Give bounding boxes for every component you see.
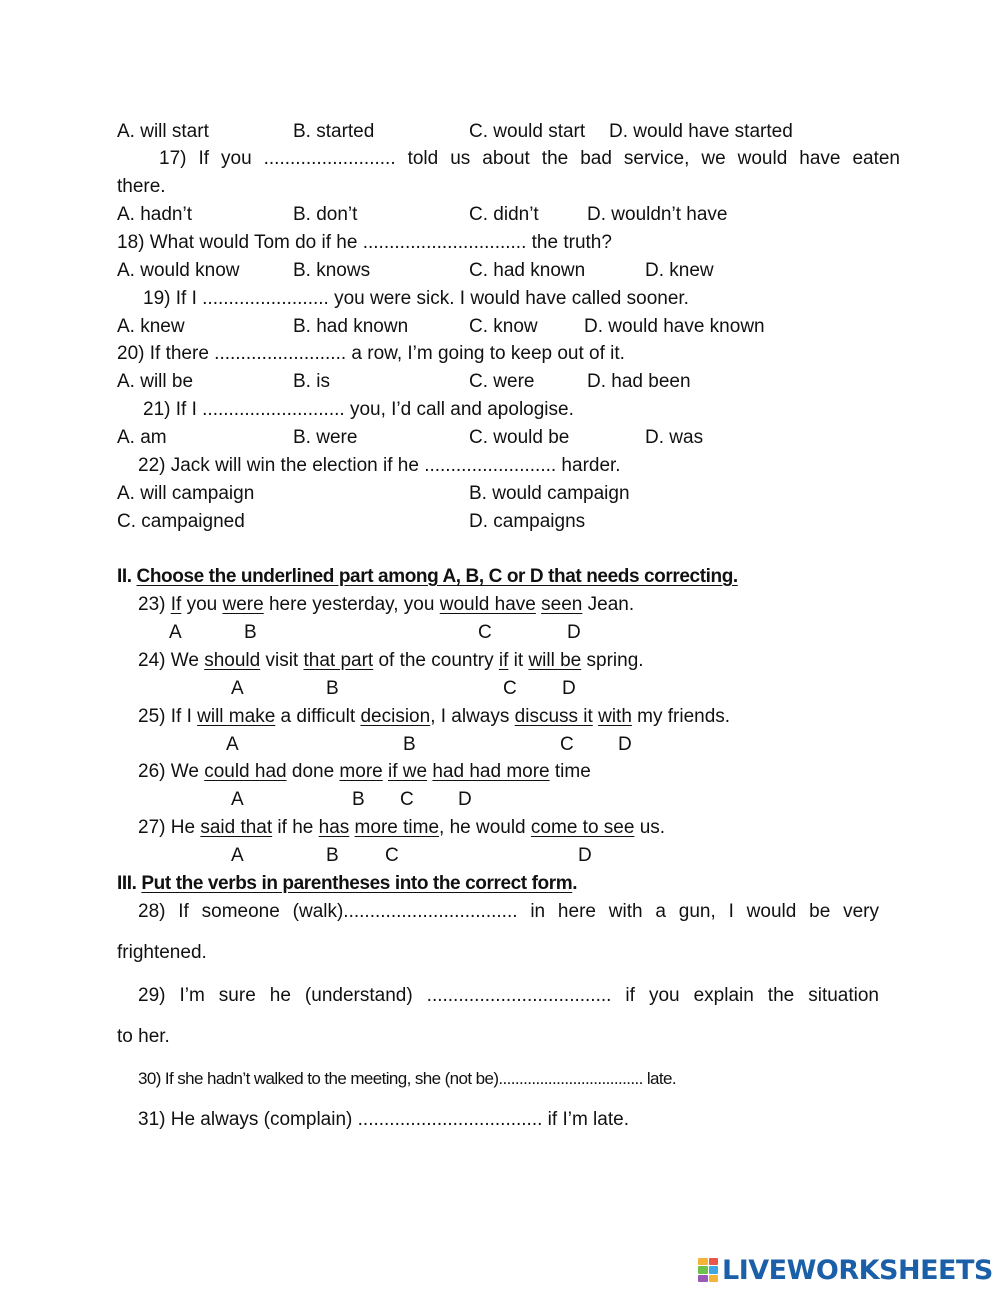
q20-option-b: B. is: [293, 371, 330, 392]
q24-number: 24) We: [138, 650, 205, 671]
q23-label-a: A: [169, 622, 182, 643]
q27-part-c: more time: [354, 817, 440, 838]
section-3-period: .: [572, 873, 578, 894]
q25-label-a: A: [226, 734, 239, 755]
section-2-heading: [117, 566, 738, 588]
q19-option-a: A. knew: [117, 316, 185, 337]
q18-option-c: C. had known: [469, 260, 586, 281]
q25-label-d: D: [618, 734, 632, 755]
q26-label-d: D: [458, 789, 472, 810]
q23-part-d: seen: [541, 594, 583, 615]
q22-option-b: B. would campaign: [469, 483, 630, 504]
q19-question: 19) If I ........................ you were sick. I would have called sooner.: [143, 288, 689, 309]
section-3-title: Put the verbs in parentheses into the correct form: [141, 873, 573, 894]
q24-sentence: [138, 650, 644, 672]
q19-option-d: D. would have known: [584, 316, 765, 337]
q26-number: 26) We: [138, 761, 205, 782]
q24-text: it: [508, 650, 529, 671]
q23-label-d: D: [567, 622, 581, 643]
liveworksheets-logo: [698, 1255, 993, 1285]
q29-question: 29) I’m sure he (understand) ................................... if you explain the situation: [138, 985, 879, 1006]
q23-text: you: [181, 594, 223, 615]
liveworksheets-logo-text: LIVEWORKSHEETS: [722, 1254, 993, 1286]
q27-label-d: D: [578, 845, 592, 866]
q25-part-b: decision: [360, 706, 431, 727]
q17-question: 17) If you ......................... told us about the bad service, we would have eaten: [159, 148, 900, 169]
q28-question: 28) If someone (walk)................................. in here with a gun, I would be very: [138, 901, 879, 922]
q24-label-d: D: [562, 678, 576, 699]
q17-option-d: D. wouldn’t have: [587, 204, 728, 225]
q16-option-d: D. would have started: [609, 121, 793, 142]
q27-label-b: B: [326, 845, 339, 866]
q23-label-b: B: [244, 622, 257, 643]
q23-label-c: C: [478, 622, 492, 643]
q20-option-a: A. will be: [117, 371, 194, 392]
q18-option-b: B. knows: [293, 260, 371, 281]
section-3-heading: [117, 873, 577, 895]
q25-part-a: will make: [197, 706, 276, 727]
q25-sentence: [138, 706, 730, 728]
q25-part-c: discuss it: [514, 706, 593, 727]
q23-part-c: would have: [439, 594, 536, 615]
q18-option-a: A. would know: [117, 260, 240, 281]
q24-text: of the country: [373, 650, 499, 671]
q23-sentence: [138, 594, 634, 616]
q27-sentence: [138, 817, 665, 839]
q27-part-d: come to see: [530, 817, 635, 838]
q24-text: visit: [260, 650, 304, 671]
q21-option-d: D. was: [645, 427, 704, 448]
q22-question: 22) Jack will win the election if he ......................... harder.: [138, 455, 621, 476]
q22-option-c: C. campaigned: [117, 511, 245, 532]
q19-option-b: B. had known: [293, 316, 409, 337]
q21-option-c: C. would be: [469, 427, 570, 448]
q22-option-a: A. will campaign: [117, 483, 255, 504]
q17-option-c: C. didn’t: [469, 204, 539, 225]
q24-text: spring.: [581, 650, 644, 671]
section-3-number: III.: [117, 873, 137, 894]
q26-text: done: [286, 761, 340, 782]
q26-label-b: B: [352, 789, 365, 810]
q26-sentence: [138, 761, 591, 783]
q20-option-d: D. had been: [587, 371, 691, 392]
q20-question: 20) If there ......................... a row, I’m going to keep out of it.: [117, 343, 625, 364]
q24-part-a: should: [204, 650, 261, 671]
q23-text: here yesterday, you: [263, 594, 440, 615]
q19-option-c: C. know: [469, 316, 538, 337]
q20-option-c: C. were: [469, 371, 535, 392]
q27-label-c: C: [385, 845, 399, 866]
q27-number: 27) He: [138, 817, 201, 838]
section-2-number: II.: [117, 566, 132, 587]
q26-part-d: had had more: [432, 761, 550, 782]
q23-number: 23): [138, 594, 166, 615]
q24-part-b: that part: [303, 650, 374, 671]
q23-text: Jean.: [582, 594, 635, 615]
q25-text: a difficult: [275, 706, 361, 727]
q21-option-b: B. were: [293, 427, 358, 448]
q17-question-cont: there.: [117, 176, 166, 197]
q31-question: 31) He always (complain) ................................... if I’m late.: [138, 1109, 629, 1130]
q24-part-d: will be: [528, 650, 582, 671]
q16-option-b: B. started: [293, 121, 375, 142]
q27-text: us.: [634, 817, 666, 838]
q26-part-a: could had: [204, 761, 287, 782]
liveworksheets-logo-icon: [698, 1258, 718, 1282]
q27-text: , he would: [439, 817, 531, 838]
q26-part-b: more: [339, 761, 383, 782]
q24-label-a: A: [231, 678, 244, 699]
q24-label-c: C: [503, 678, 517, 699]
q25-label-b: B: [403, 734, 416, 755]
q30-question: 30) If she hadn’t walked to the meeting, she (not be)................................... late.: [138, 1069, 676, 1088]
q23-part-a: If: [170, 594, 182, 615]
q27-text: if he: [272, 817, 319, 838]
q17-option-a: A. hadn’t: [117, 204, 192, 225]
q26-text: time: [549, 761, 591, 782]
q26-label-c: C: [400, 789, 414, 810]
q16-option-c: C. would start: [469, 121, 586, 142]
q27-label-a: A: [231, 845, 244, 866]
q16-option-a: A. will start: [117, 121, 209, 142]
q29-question-cont: to her.: [117, 1026, 170, 1047]
q23-part-b: were: [222, 594, 264, 615]
q17-option-b: B. don’t: [293, 204, 358, 225]
q25-part-d: with: [598, 706, 632, 727]
section-2-title: Choose the underlined part among A, B, C or D that needs correcting.: [136, 566, 738, 587]
q18-question: 18) What would Tom do if he ............................... the truth?: [117, 232, 612, 253]
q24-part-c: if: [498, 650, 509, 671]
q24-label-b: B: [326, 678, 339, 699]
q26-label-a: A: [231, 789, 244, 810]
q28-question-cont: frightened.: [117, 942, 207, 963]
q25-text: my friends.: [631, 706, 731, 727]
q22-option-d: D. campaigns: [469, 511, 586, 532]
q25-number: 25) If I: [138, 706, 198, 727]
q26-part-c: if we: [388, 761, 428, 782]
q21-option-a: A. am: [117, 427, 167, 448]
q27-part-b: has: [318, 817, 350, 838]
q21-question: 21) If I ........................... you, I’d call and apologise.: [143, 399, 574, 420]
q18-option-d: D. knew: [645, 260, 714, 281]
q25-label-c: C: [560, 734, 574, 755]
q27-part-a: said that: [200, 817, 273, 838]
q25-text: , I always: [430, 706, 515, 727]
